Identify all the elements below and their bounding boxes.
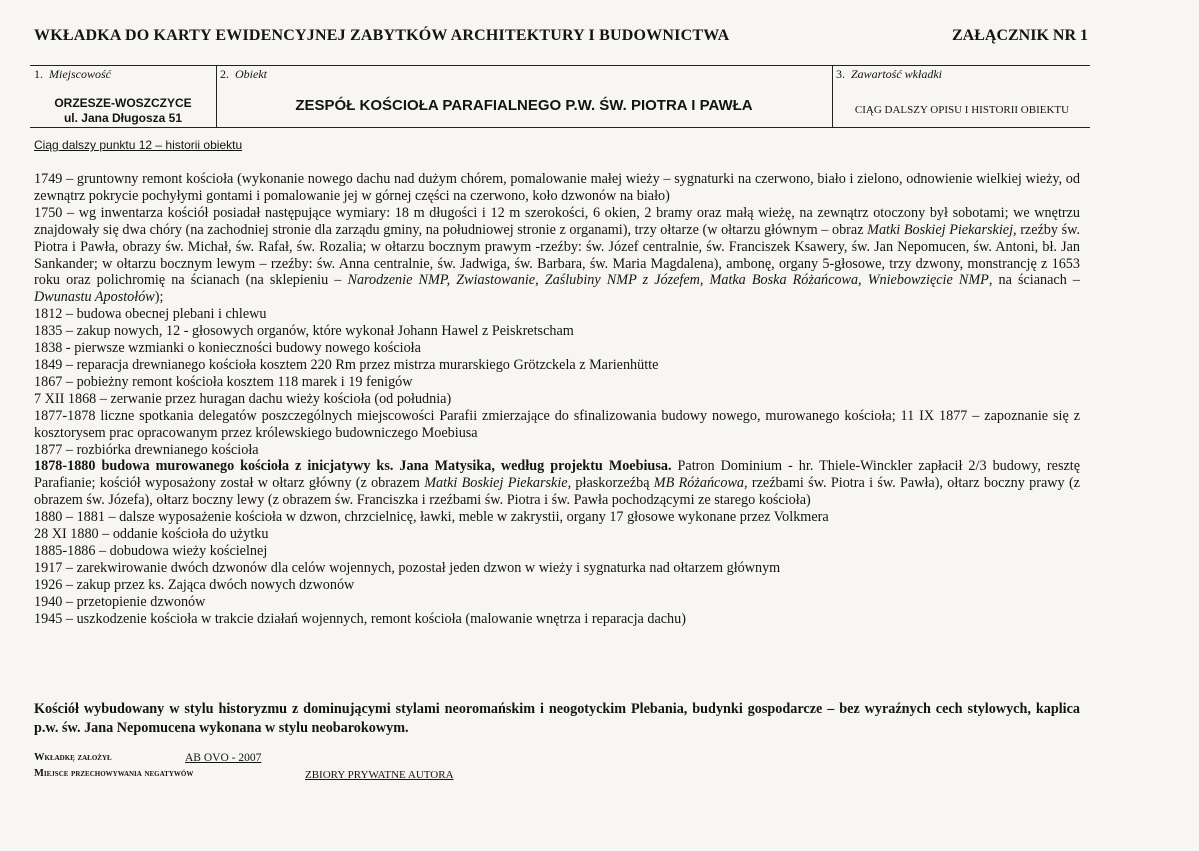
content-label xyxy=(836,67,942,82)
history-entry xyxy=(34,509,1080,526)
history-text-run: 1878-1880 budowa murowanego kościoła z inicjatywy ks. Jana Matysika, według projektu Moebiusa. xyxy=(34,458,672,475)
history-entry xyxy=(34,611,1080,628)
object-value: ZESPÓŁ KOŚCIOŁA PARAFIALNEGO P.W. ŚW. PIOTRA I PAWŁA xyxy=(295,97,753,114)
history-entry xyxy=(34,442,1080,459)
history-entry xyxy=(34,306,1080,323)
history-text-run: Narodzenie NMP, Zwiastowanie, Zaślubiny NMP z Józefem, Matka Boska Różańcowa, Wniebowzięcie NMP xyxy=(347,272,989,289)
history-text-run: Matki Boskiej Piekarskie, xyxy=(424,475,572,492)
history-entry xyxy=(34,171,1080,205)
content-label-text: Zawartość wkładki xyxy=(851,67,943,81)
history-entry xyxy=(34,205,1080,306)
history-text-run: Matki Boskiej Piekarskiej, xyxy=(867,221,1017,238)
history-text-run: rzeźbami św. Piotra i św. Pawła), ołtarz boczny prawy (z obrazem św. Józefa), ołtarz boczny lewy (z obrazem św. Franciszka i rzeźbami św. Piotra i św. Pawła pochodzącymi ze starego kościoła) xyxy=(34,475,1080,509)
history-text-run: 1877-1878 liczne spotkania delegatów poszczególnych miejscowości Parafii zmierzające do sfinalizowania budowy nowego, murowanego kościoła; 11 IX 1877 – zapoznanie się z kosztorysem prac opracowanym przez królewskiego budowniczego Moebiusa xyxy=(34,407,1080,441)
header-table-bottom-border xyxy=(30,127,1090,128)
history-text-run: 1945 – uszkodzenie kościoła w trakcie działań wojennych, remont kościoła (malowanie wnętrza i reparacja dachu) xyxy=(34,610,686,627)
history-entries xyxy=(34,171,1080,627)
history-text-run: rzeźby św. Piotra i Pawła, obrazy św. Michał, św. Rafał, św. Rozalia; w ołtarzu bocznym prawym -rzeźby: św. Józef centralnie, św. Franciszek Ksawery, św. Jan Nepomucen, św. Antoni, bł. Jan Sankander; w ołtarzu bocznym lewym – rzeźby: św. Anna centralnie, św. Jadwiga, św. Barbara, św. Maria Magdalena), ambonę, organy 5-głosowe, trzy dzwony, monstrancję z 1653 roku oraz polichromię na ścianach (na sklepieniu – xyxy=(34,221,1081,289)
history-text-run: 1849 – reparacja drewnianego kościoła kosztem 220 Rm przez mistrza murarskiego Grötzckela z Marienhütte xyxy=(34,356,659,373)
history-entry xyxy=(34,323,1080,340)
history-entry xyxy=(34,560,1080,577)
section-continuation-heading: Ciąg dalszy punktu 12 – historii obiektu xyxy=(34,138,243,152)
history-text-run: 1917 – zarekwirowanie dwóch dzwonów dla celów wojennych, pozostał jeden dzwon w wieży i sygnaturka nad ołtarzem głównym xyxy=(34,559,781,576)
locality-number: 1. xyxy=(34,67,43,81)
locality-value xyxy=(30,96,216,126)
history-text-run: płaskorzeźbą xyxy=(571,475,654,492)
locality-line2: ul. Jana Długosza 51 xyxy=(63,111,183,125)
header-table-divider xyxy=(216,65,217,127)
history-text-run: 1835 – zakup nowych, 12 - głosowych organów, które wykonał Johann Hawel z Peiskretscham xyxy=(34,323,574,340)
history-text-run: Patron Dominium - hr. Thiele-Winckler zapłacił 2/3 budowy, resztę Parafianie; kościół wyposażony został w ołtarz główny (z obrazem xyxy=(34,458,1081,492)
locality-label-text: Miejscowość xyxy=(49,67,111,81)
history-text-run: 1926 – zakup przez ks. Zająca dwóch nowych dzwonów xyxy=(34,576,355,593)
history-entry xyxy=(34,340,1080,357)
object-label xyxy=(220,67,267,82)
history-text-run: MB Różańcowa, xyxy=(653,475,748,492)
history-entry xyxy=(34,458,1080,509)
history-entry xyxy=(34,526,1080,543)
history-text-run: 1880 – 1881 – dalsze wyposażenie kościoła w dzwon, chrzcielnicę, ławki, meble w zakrystii, organy 17 głosowe wykonane przez Volkmera xyxy=(34,509,829,526)
history-entry xyxy=(34,357,1080,374)
header-table-divider xyxy=(832,65,833,127)
negatives-location-label: Miejsce przechowywania negatywów xyxy=(34,768,194,779)
history-text-run: 1877 – rozbiórka drewnianego kościoła xyxy=(34,441,259,458)
history-text-run: 28 XI 1880 – oddanie kościoła do użytku xyxy=(34,526,269,543)
history-entry xyxy=(34,374,1080,391)
object-label-text: Obiekt xyxy=(235,67,267,81)
locality-line1: ORZESZE-WOSZCZYCE xyxy=(54,96,192,110)
history-text-run: Dwunastu Apostołów xyxy=(34,289,155,306)
history-text-run: 1940 – przetopienie dzwonów xyxy=(34,593,206,610)
history-text-run: , na ścianach – xyxy=(988,272,1081,289)
architecture-summary: Kościół wybudowany w stylu historyzmu z dominującymi stylami neoromańskim i neogotyckim Plebania, budynki gospodarcze – bez wyraźnych cech stylowych, kaplica p.w. św. Jana Nepomucena wykonana w stylu neobarokowym. xyxy=(34,701,1080,736)
history-text-run: 1749 – gruntowny remont kościoła (wykonanie nowego dachu nad dużym chórem, pomalowanie małej wieży – sygnaturki na czerwono, biało i zielono, odnowienie wielkiej wieży, od zewnątrz pokrycie pochyłymi gontami i pomalowanie jej w górnej części na czerwono, koło dzwonów na biało) xyxy=(34,171,1080,204)
history-entry xyxy=(34,543,1080,560)
content-value: CIĄG DALSZY OPISU I HISTORII OBIEKTU xyxy=(854,104,1070,116)
history-entry xyxy=(34,594,1080,611)
history-entry xyxy=(34,577,1080,594)
negatives-location-value: ZBIORY PRYWATNE AUTORA xyxy=(305,769,454,781)
annex-number: ZAŁĄCZNIK NR 1 xyxy=(952,27,1089,44)
history-text-run: 1812 – budowa obecnej plebani i chlewu xyxy=(34,306,267,323)
header-table-top-border xyxy=(30,65,1090,66)
founder-value: AB OVO - 2007 xyxy=(185,752,262,764)
locality-label xyxy=(34,67,111,82)
content-number: 3. xyxy=(836,67,845,81)
history-text-run: 1867 – pobieżny remont kościoła kosztem 118 marek i 19 fenigów xyxy=(34,373,413,390)
history-text-run: 1750 – wg inwentarza kościół posiadał następujące wymiary: 18 m długości i 12 m szerokości, 6 okien, 2 bramy oraz małą wieżę, na zewnątrz otoczony był sobotami; we wnętrzu znajdowały się dwa chóry (na zachodniej stronie dla zarządu gminy, na południowej stronie z organami), trzy ołtarze (w ołtarzu głównym – obraz xyxy=(34,204,1080,238)
history-entry xyxy=(34,391,1080,408)
object-number: 2. xyxy=(220,67,229,81)
history-text-run: ); xyxy=(154,289,164,306)
history-entry xyxy=(34,408,1080,442)
founder-label: Wkładkę założył xyxy=(34,752,112,763)
history-text-run: 1838 - pierwsze wzmianki o konieczności budowy nowego kościoła xyxy=(34,340,421,357)
document-title: WKŁADKA DO KARTY EWIDENCYJNEJ ZABYTKÓW ARCHITEKTURY I BUDOWNICTWA xyxy=(34,27,730,44)
history-text-run: 1885-1886 – dobudowa wieży kościelnej xyxy=(34,542,268,559)
history-text-run: 7 XII 1868 – zerwanie przez huragan dachu wieży kościoła (od południa) xyxy=(34,390,452,407)
